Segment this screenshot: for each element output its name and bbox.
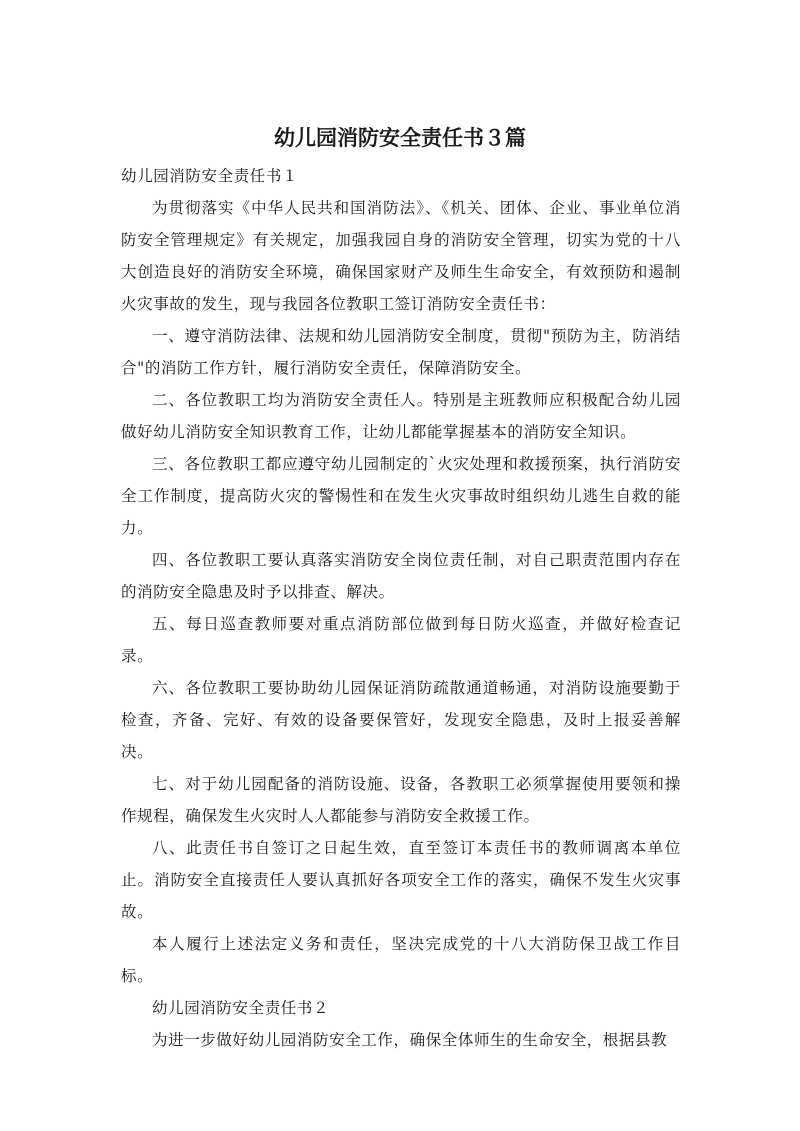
document-title: 幼儿园消防安全责任书３篇 <box>274 126 526 150</box>
document-body <box>121 160 681 1056</box>
paragraph-item-2: 二、各位教职工均为消防安全责任人。特别是主班教师应积极配合幼儿园做好幼儿消防安全知识教育工作，让幼儿都能掌握基本的消防安全知识。 <box>121 391 681 441</box>
section-heading-2: 幼儿园消防安全责任书２ <box>152 999 330 1017</box>
paragraph-closing: 本人履行上述法定义务和责任，坚决完成党的十八大消防保卫战工作目标。 <box>121 935 681 985</box>
paragraph-item-7: 七、对于幼儿园配备的消防设施、设备，各教职工必须掌握使用要领和操作规程，确保发生火灾时人人都能参与消防安全救援工作。 <box>121 775 681 825</box>
paragraph-item-5: 五、每日巡查教师要对重点消防部位做到每日防火巡查，并做好检查记录。 <box>121 615 681 665</box>
paragraph-item-3: 三、各位教职工都应遵守幼儿园制定的`火灾处理和救援预案，执行消防安全工作制度，提高防火灾的警惕性和在发生火灾事故时组织幼儿逃生自救的能力。 <box>121 455 681 537</box>
paragraph-item-1: 一、遵守消防法律、法规和幼儿园消防安全制度，贯彻"预防为主，防消结合"的消防工作方针，履行消防安全责任，保障消防安全。 <box>121 327 681 377</box>
paragraph-item-4: 四、各位教职工要认真落实消防安全岗位责任制，对自己职责范围内存在的消防安全隐患及时予以排查、解决。 <box>121 551 681 601</box>
paragraph-item-6: 六、各位教职工要协助幼儿园保证消防疏散通道畅通，对消防设施要勤于检查，齐备、完好、有效的设备要保管好，发现安全隐患，及时上报妥善解决。 <box>121 679 681 761</box>
paragraph-item-8: 八、此责任书自签订之日起生效，直至签订本责任书的教师调离本单位止。消防安全直接责任人要认真抓好各项安全工作的落实，确保不发生火灾事故。 <box>121 839 681 921</box>
paragraph-section2-start: 为进一步做好幼儿园消防安全工作，确保全体师生的生命安全，根据县教 <box>152 1031 668 1049</box>
section-heading-1: 幼儿园消防安全责任书１ <box>121 167 299 185</box>
paragraph-intro: 为贯彻落实《中华人民共和国消防法》、《机关、团体、企业、事业单位消防安全管理规定》有关规定，加强我园自身的消防安全管理，切实为党的十八大创造良好的消防安全环境，确保国家财产及师生生命安全，有效预防和遏制火灾事故的发生，现与我园各位教职工签订消防安全责任书： <box>121 199 681 313</box>
